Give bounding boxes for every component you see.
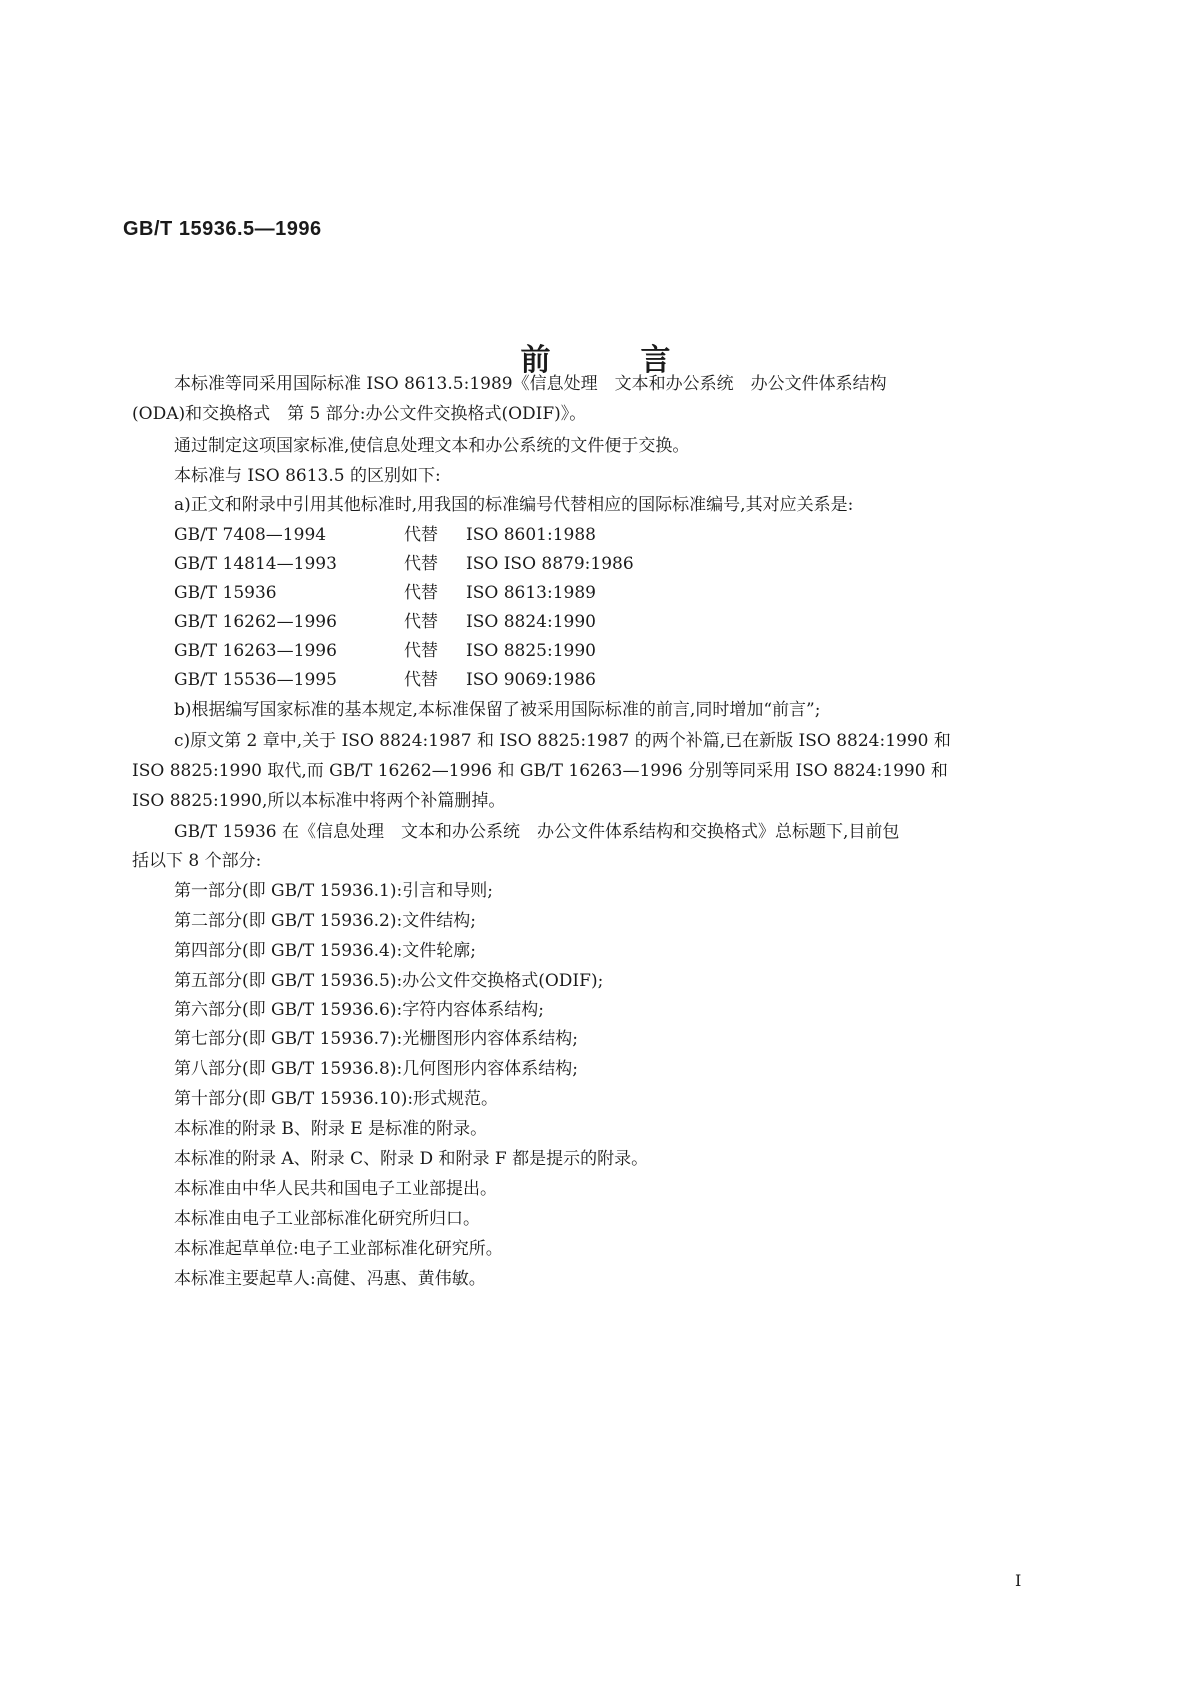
closing-line: 本标准的附录 A、附录 C、附录 D 和附录 F 都是提示的附录。 xyxy=(174,1149,649,1169)
item-a: a)正文和附录中引用其他标准时,用我国的标准编号代替相应的国际标准编号,其对应关系是: xyxy=(174,495,854,515)
closing-line: 本标准起草单位:电子工业部标准化研究所。 xyxy=(174,1239,503,1259)
part-list-item: 第八部分(即 GB/T 15936.8):几何图形内容体系结构; xyxy=(174,1059,578,1079)
intro-paragraph-3: 本标准与 ISO 8613.5 的区别如下: xyxy=(174,466,441,486)
mapping-iso: ISO 8825:1990 xyxy=(466,641,596,661)
series-paragraph-line-2: 括以下 8 个部分: xyxy=(132,851,262,871)
mapping-iso: ISO 8613:1989 xyxy=(466,583,596,603)
page-title: 前言 xyxy=(520,343,761,378)
page-number: I xyxy=(1015,1571,1022,1590)
closing-line: 本标准的附录 B、附录 E 是标准的附录。 xyxy=(174,1119,488,1139)
mapping-gb: GB/T 7408—1994 xyxy=(174,525,327,545)
series-paragraph-line-1: GB/T 15936 在《信息处理 文本和办公系统 办公文件体系结构和交换格式》总标题下,目前包 xyxy=(174,822,900,842)
mapping-gb: GB/T 14814—1993 xyxy=(174,554,337,574)
part-list-item: 第十部分(即 GB/T 15936.10):形式规范。 xyxy=(174,1089,499,1109)
mapping-rel: 代替 xyxy=(404,612,438,632)
standard-code: GB/T 15936.5—1996 xyxy=(123,218,322,240)
part-list-item: 第二部分(即 GB/T 15936.2):文件结构; xyxy=(174,911,476,931)
mapping-iso: ISO ISO 8879:1986 xyxy=(466,554,634,574)
mapping-gb: GB/T 16262—1996 xyxy=(174,612,337,632)
mapping-gb: GB/T 15936 xyxy=(174,583,277,603)
mapping-rel: 代替 xyxy=(404,670,438,690)
closing-line: 本标准由中华人民共和国电子工业部提出。 xyxy=(174,1179,497,1199)
intro-paragraph-2: 通过制定这项国家标准,使信息处理文本和办公系统的文件便于交换。 xyxy=(174,436,690,456)
mapping-gb: GB/T 15536—1995 xyxy=(174,670,337,690)
part-list-item: 第五部分(即 GB/T 15936.5):办公文件交换格式(ODIF); xyxy=(174,971,604,991)
mapping-rel: 代替 xyxy=(404,583,438,603)
mapping-rel: 代替 xyxy=(404,641,438,661)
part-list-item: 第六部分(即 GB/T 15936.6):字符内容体系结构; xyxy=(174,1000,544,1020)
mapping-iso: ISO 8824:1990 xyxy=(466,612,596,632)
mapping-iso: ISO 9069:1986 xyxy=(466,670,596,690)
part-list-item: 第七部分(即 GB/T 15936.7):光栅图形内容体系结构; xyxy=(174,1029,578,1049)
mapping-gb: GB/T 16263—1996 xyxy=(174,641,337,661)
item-c-line-1: c)原文第 2 章中,关于 ISO 8824:1987 和 ISO 8825:1987 的两个补篇,已在新版 ISO 8824:1990 和 xyxy=(174,731,951,751)
mapping-rel: 代替 xyxy=(404,554,438,574)
mapping-iso: ISO 8601:1988 xyxy=(466,525,596,545)
part-list-item: 第四部分(即 GB/T 15936.4):文件轮廓; xyxy=(174,941,476,961)
item-c-line-3: ISO 8825:1990,所以本标准中将两个补篇删掉。 xyxy=(132,791,506,811)
part-list-item: 第一部分(即 GB/T 15936.1):引言和导则; xyxy=(174,881,493,901)
mapping-rel: 代替 xyxy=(404,525,438,545)
item-c-line-2: ISO 8825:1990 取代,而 GB/T 16262—1996 和 GB/T 16263—1996 分别等同采用 ISO 8824:1990 和 xyxy=(132,761,948,781)
closing-line: 本标准由电子工业部标准化研究所归口。 xyxy=(174,1209,480,1229)
intro-paragraph-1-line-2: (ODA)和交换格式 第 5 部分:办公文件交换格式(ODIF)》。 xyxy=(132,404,587,424)
item-b: b)根据编写国家标准的基本规定,本标准保留了被采用国际标准的前言,同时增加“前言”; xyxy=(174,700,821,720)
closing-line: 本标准主要起草人:高健、冯惠、黄伟敏。 xyxy=(174,1269,486,1289)
intro-paragraph-1-line-1: 本标准等同采用国际标准 ISO 8613.5:1989《信息处理 文本和办公系统 办公文件体系结构 xyxy=(174,374,887,394)
